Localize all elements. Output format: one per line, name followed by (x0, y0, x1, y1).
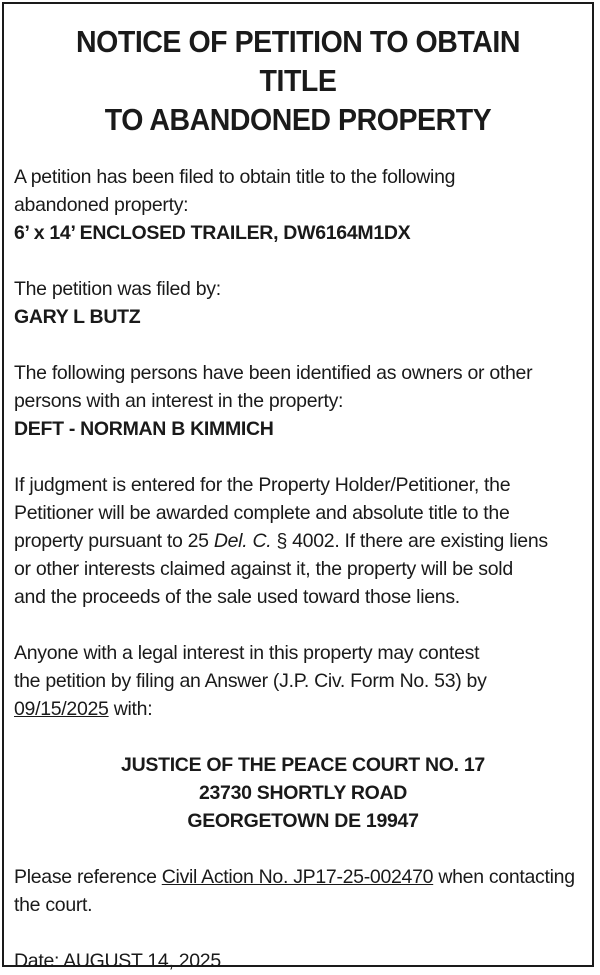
judgment-line-3-post: § 4002. If there are existing liens (271, 530, 548, 552)
judgment-line-5: and the proceeds of the sale used toward those liens. (14, 586, 460, 608)
judgment-line-4: or other interests claimed against it, the property will be sold (14, 558, 513, 580)
reference-section (14, 863, 592, 919)
contest-deadline: 09/15/2025 (14, 698, 109, 720)
notice-title (35, 22, 561, 139)
contest-line-2: the petition by filing an Answer (J.P. Civ. Form No. 53) by (14, 670, 487, 692)
contest-deadline-suffix: with: (108, 698, 153, 720)
court-name: JUSTICE OF THE PEACE COURT NO. 17 (121, 754, 485, 776)
property-intro-line-2: abandoned property: (14, 194, 189, 216)
petitioner-intro: The petition was filed by: (14, 278, 221, 300)
title-line-1: NOTICE OF PETITION TO OBTAIN TITLE (76, 24, 520, 98)
reference-pre: Please reference (14, 866, 162, 888)
court-city: GEORGETOWN DE 19947 (187, 810, 419, 832)
property-description: 6’ x 14’ ENCLOSED TRAILER, DW6164M1DX (14, 222, 411, 244)
judgment-line-1: If judgment is entered for the Property Holder/Petitioner, the (14, 474, 511, 496)
date-section (14, 947, 592, 975)
owners-intro-line-1: The following persons have been identified as owners or other (14, 362, 533, 384)
owner-name: DEFT - NORMAN B KIMMICH (14, 418, 274, 440)
petitioner-name: GARY L BUTZ (14, 306, 141, 328)
contest-line-1: Anyone with a legal interest in this property may contest (14, 642, 480, 664)
court-street: 23730 SHORTLY ROAD (198, 782, 408, 804)
title-line-2: TO ABANDONED PROPERTY (104, 102, 492, 137)
reference-line-2: the court. (14, 894, 93, 916)
contest-section (14, 639, 592, 723)
petitioner-section (14, 275, 592, 331)
judgment-line-3-pre: property pursuant to 25 (14, 530, 214, 552)
reference-line-1 (14, 863, 592, 891)
judgment-line-2: Petitioner will be awarded complete and absolute title to the (14, 502, 510, 524)
case-number: Civil Action No. JP17-25-002470 (161, 866, 434, 888)
owners-section (14, 359, 592, 443)
notice-body (14, 163, 592, 975)
statute-citation: Del. C. (213, 530, 272, 552)
property-intro-line-1: A petition has been filed to obtain title to the following (14, 166, 456, 188)
judgment-section (14, 471, 592, 611)
legal-notice (2, 2, 594, 972)
contest-line-3 (14, 695, 592, 723)
property-section (14, 163, 592, 247)
notice-date: Date: AUGUST 14, 2025 (14, 950, 221, 972)
owners-intro-line-2: persons with an interest in the property: (14, 390, 344, 412)
judgment-line-3 (14, 527, 592, 555)
reference-post: when contacting (433, 866, 575, 888)
court-address (14, 751, 592, 835)
